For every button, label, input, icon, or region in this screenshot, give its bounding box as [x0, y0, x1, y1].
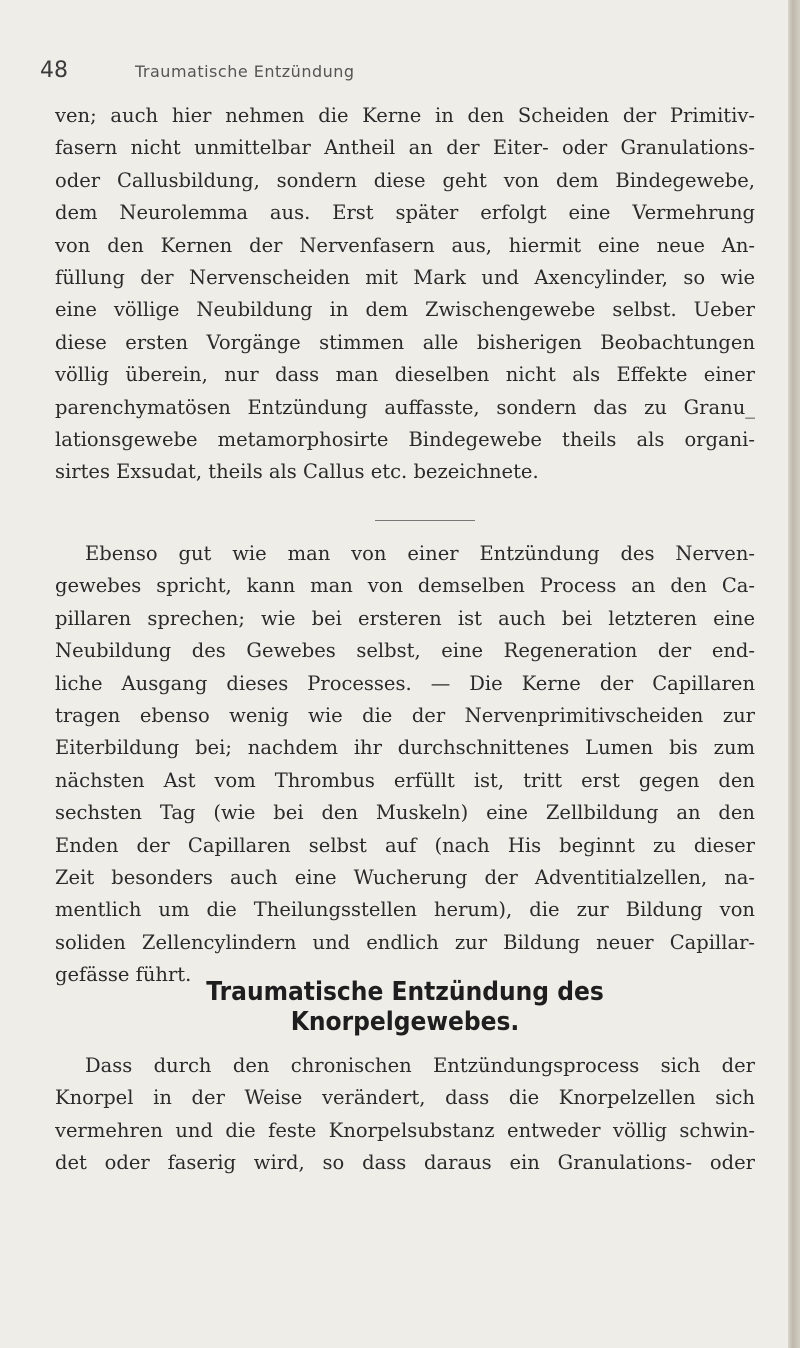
text-line: liche Ausgang dieses Processes. — Die Kerne der Capillaren	[55, 671, 755, 695]
text-line: von den Kernen der Nervenfasern aus, hiermit eine neue An-	[55, 233, 755, 257]
text-line: Ebenso gut wie man von einer Entzündung des Nerven-	[85, 542, 755, 565]
text-line: Dass durch den chronischen Entzündungsprocess sich der	[85, 1054, 755, 1077]
paragraph-1	[55, 100, 755, 489]
text-line: Eiterbildung bei; nachdem ihr durchschnittenes Lumen bis zum	[55, 736, 755, 760]
text-line: Knorpel in der Weise verändert, dass die Knorpelzellen sich	[55, 1086, 755, 1110]
paragraph-2	[55, 538, 755, 992]
text-line: sechsten Tag (wie bei den Muskeln) eine Zellbildung an den	[55, 801, 755, 825]
text-line: Neubildung des Gewebes selbst, eine Regeneration der end-	[55, 639, 755, 663]
text-line: Zeit besonders auch eine Wucherung der Adventitialzellen, na-	[55, 866, 755, 890]
running-head: Traumatische Entzündung	[135, 62, 355, 81]
text-line: eine völlige Neubildung in dem Zwischengewebe selbst. Ueber	[55, 298, 755, 322]
text-line: oder Callusbildung, sondern diese geht von dem Bindegewebe,	[55, 168, 755, 192]
text-line: fasern nicht unmittelbar Antheil an der Eiter- oder Granulations-	[55, 136, 755, 160]
page-header	[40, 58, 760, 92]
text-line: nächsten Ast vom Thrombus erfüllt ist, tritt erst gegen den	[55, 768, 755, 792]
text-line: det oder faserig wird, so dass daraus ein Granulations- oder	[55, 1151, 755, 1175]
section-divider	[375, 520, 475, 521]
text-line: gewebes spricht, kann man von demselben Process an den Ca-	[55, 574, 755, 598]
text-line: parenchymatösen Entzündung auffasste, sondern das zu Granu_	[55, 395, 755, 419]
text-line: dem Neurolemma aus. Erst später erfolgt eine Vermehrung	[55, 201, 755, 225]
text-line: Enden der Capillaren selbst auf (nach His beginnt zu dieser	[55, 833, 755, 857]
text-line: tragen ebenso wenig wie die der Nervenprimitivscheiden zur	[55, 704, 755, 728]
text-line: völlig überein, nur dass man dieselben nicht als Effekte einer	[55, 363, 755, 387]
text-line: lationsgewebe metamorphosirte Bindegewebe theils als organi-	[55, 428, 755, 452]
section-heading: Traumatische Entzündung des Knorpelgewebes.	[206, 977, 604, 1037]
text-line: sirtes Exsudat, theils als Callus etc. bezeichnete.	[55, 460, 539, 484]
page-edge-shadow	[788, 0, 800, 1348]
text-line: gefässe führt.	[55, 963, 192, 987]
paragraph-3	[55, 1050, 755, 1180]
page-number: 48	[40, 58, 68, 83]
text-line: soliden Zellencylindern und endlich zur Bildung neuer Capillar-	[55, 930, 755, 954]
text-line: füllung der Nervenscheiden mit Mark und Axencylinder, so wie	[55, 266, 755, 290]
text-line: mentlich um die Theilungsstellen herum), die zur Bildung von	[55, 898, 755, 922]
text-line: vermehren und die feste Knorpelsubstanz entweder völlig schwin-	[55, 1118, 755, 1142]
text-line: diese ersten Vorgänge stimmen alle bisherigen Beobachtungen	[55, 330, 755, 354]
text-line: pillaren sprechen; wie bei ersteren ist auch bei letzteren eine	[55, 606, 755, 630]
text-line: ven; auch hier nehmen die Kerne in den Scheiden der Primitiv-	[55, 104, 755, 127]
